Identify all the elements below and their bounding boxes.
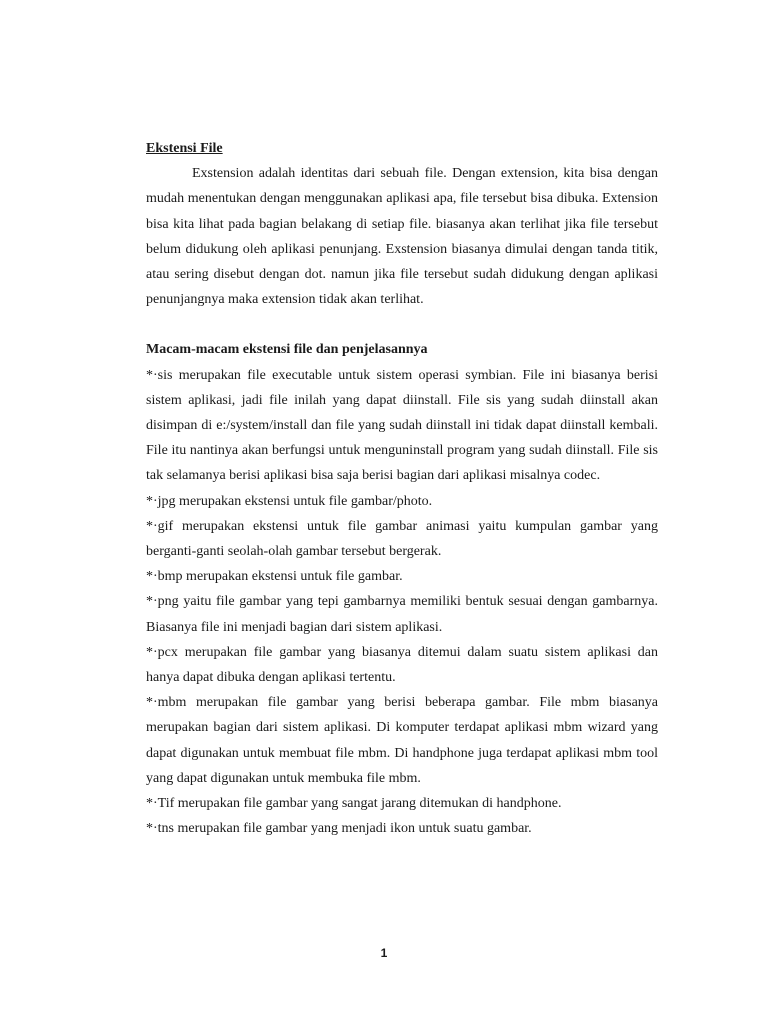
section-title-ekstensi-file: Ekstensi File (146, 141, 223, 156)
document-page (146, 136, 658, 841)
list-item-tif: *·Tif merupakan file gambar yang sangat jarang ditemukan di handphone. (146, 796, 562, 812)
list-item-mbm: *·mbm merupakan file gambar yang berisi beberapa gambar. File mbm biasanya merupakan bagian dari sistem aplikasi. Di komputer terdapat aplikasi mbm wizard yang dapat digunakan untuk membuat file mbm. Di handphone juga terdapat aplikasi mbm tool yang dapat digunakan untuk membuka file mbm. (146, 695, 658, 786)
list-item-sis: *·sis merupakan file executable untuk sistem operasi symbian. File ini biasanya berisi sistem aplikasi, jadi file inilah yang dapat diinstall. File sis yang sudah diinstall akan disimpan di e:/system/install dan file yang sudah diinstall ini tidak dapat diinstall kembali. File itu nantinya akan berfungsi untuk menguninstall program yang sudah diinstall. File sis tak selamanya berisi aplikasi bisa saja berisi bagian dari aplikasi misalnya codec. (146, 367, 658, 484)
list-item-bmp: *·bmp merupakan ekstensi untuk file gambar. (146, 569, 403, 585)
list-item-jpg: *·jpg merupakan ekstensi untuk file gambar/photo. (146, 493, 433, 509)
list-item-tns: *·tns merupakan file gambar yang menjadi ikon untuk suatu gambar. (146, 821, 532, 837)
section-spacer (146, 312, 658, 337)
intro-paragraph: Exstension adalah identitas dari sebuah file. Dengan extension, kita bisa dengan mudah menentukan dengan menggunakan aplikasi apa, file tersebut bisa dibuka. Extension bisa kita lihat pada bagian belakang di setiap file. biasanya akan terlihat jika file tersebut belum didukung oleh aplikasi penunjang. Exstension biasanya dimulai dengan tanda titik, atau sering disebut dengan dot. namun jika file tersebut sudah didukung dengan aplikasi penunjangnya maka extension tidak akan terlihat. (146, 166, 658, 308)
list-item-png: *·png yaitu file gambar yang tepi gambarnya memiliki bentuk sesuai dengan gambarnya. Biasanya file ini menjadi bagian dari sistem aplikasi. (146, 594, 658, 635)
list-item-gif: *·gif merupakan ekstensi untuk file gambar animasi yaitu kumpulan gambar yang berganti-ganti seolah-olah gambar tersebut bergerak. (146, 518, 658, 560)
section-title-macam-ekstensi: Macam-macam ekstensi file dan penjelasannya (146, 342, 428, 358)
page-number: 1 (380, 946, 388, 960)
list-item-pcx: *·pcx merupakan file gambar yang biasanya ditemui dalam suatu sistem aplikasi dan hanya dapat dibuka dengan aplikasi tertentu. (146, 644, 658, 686)
